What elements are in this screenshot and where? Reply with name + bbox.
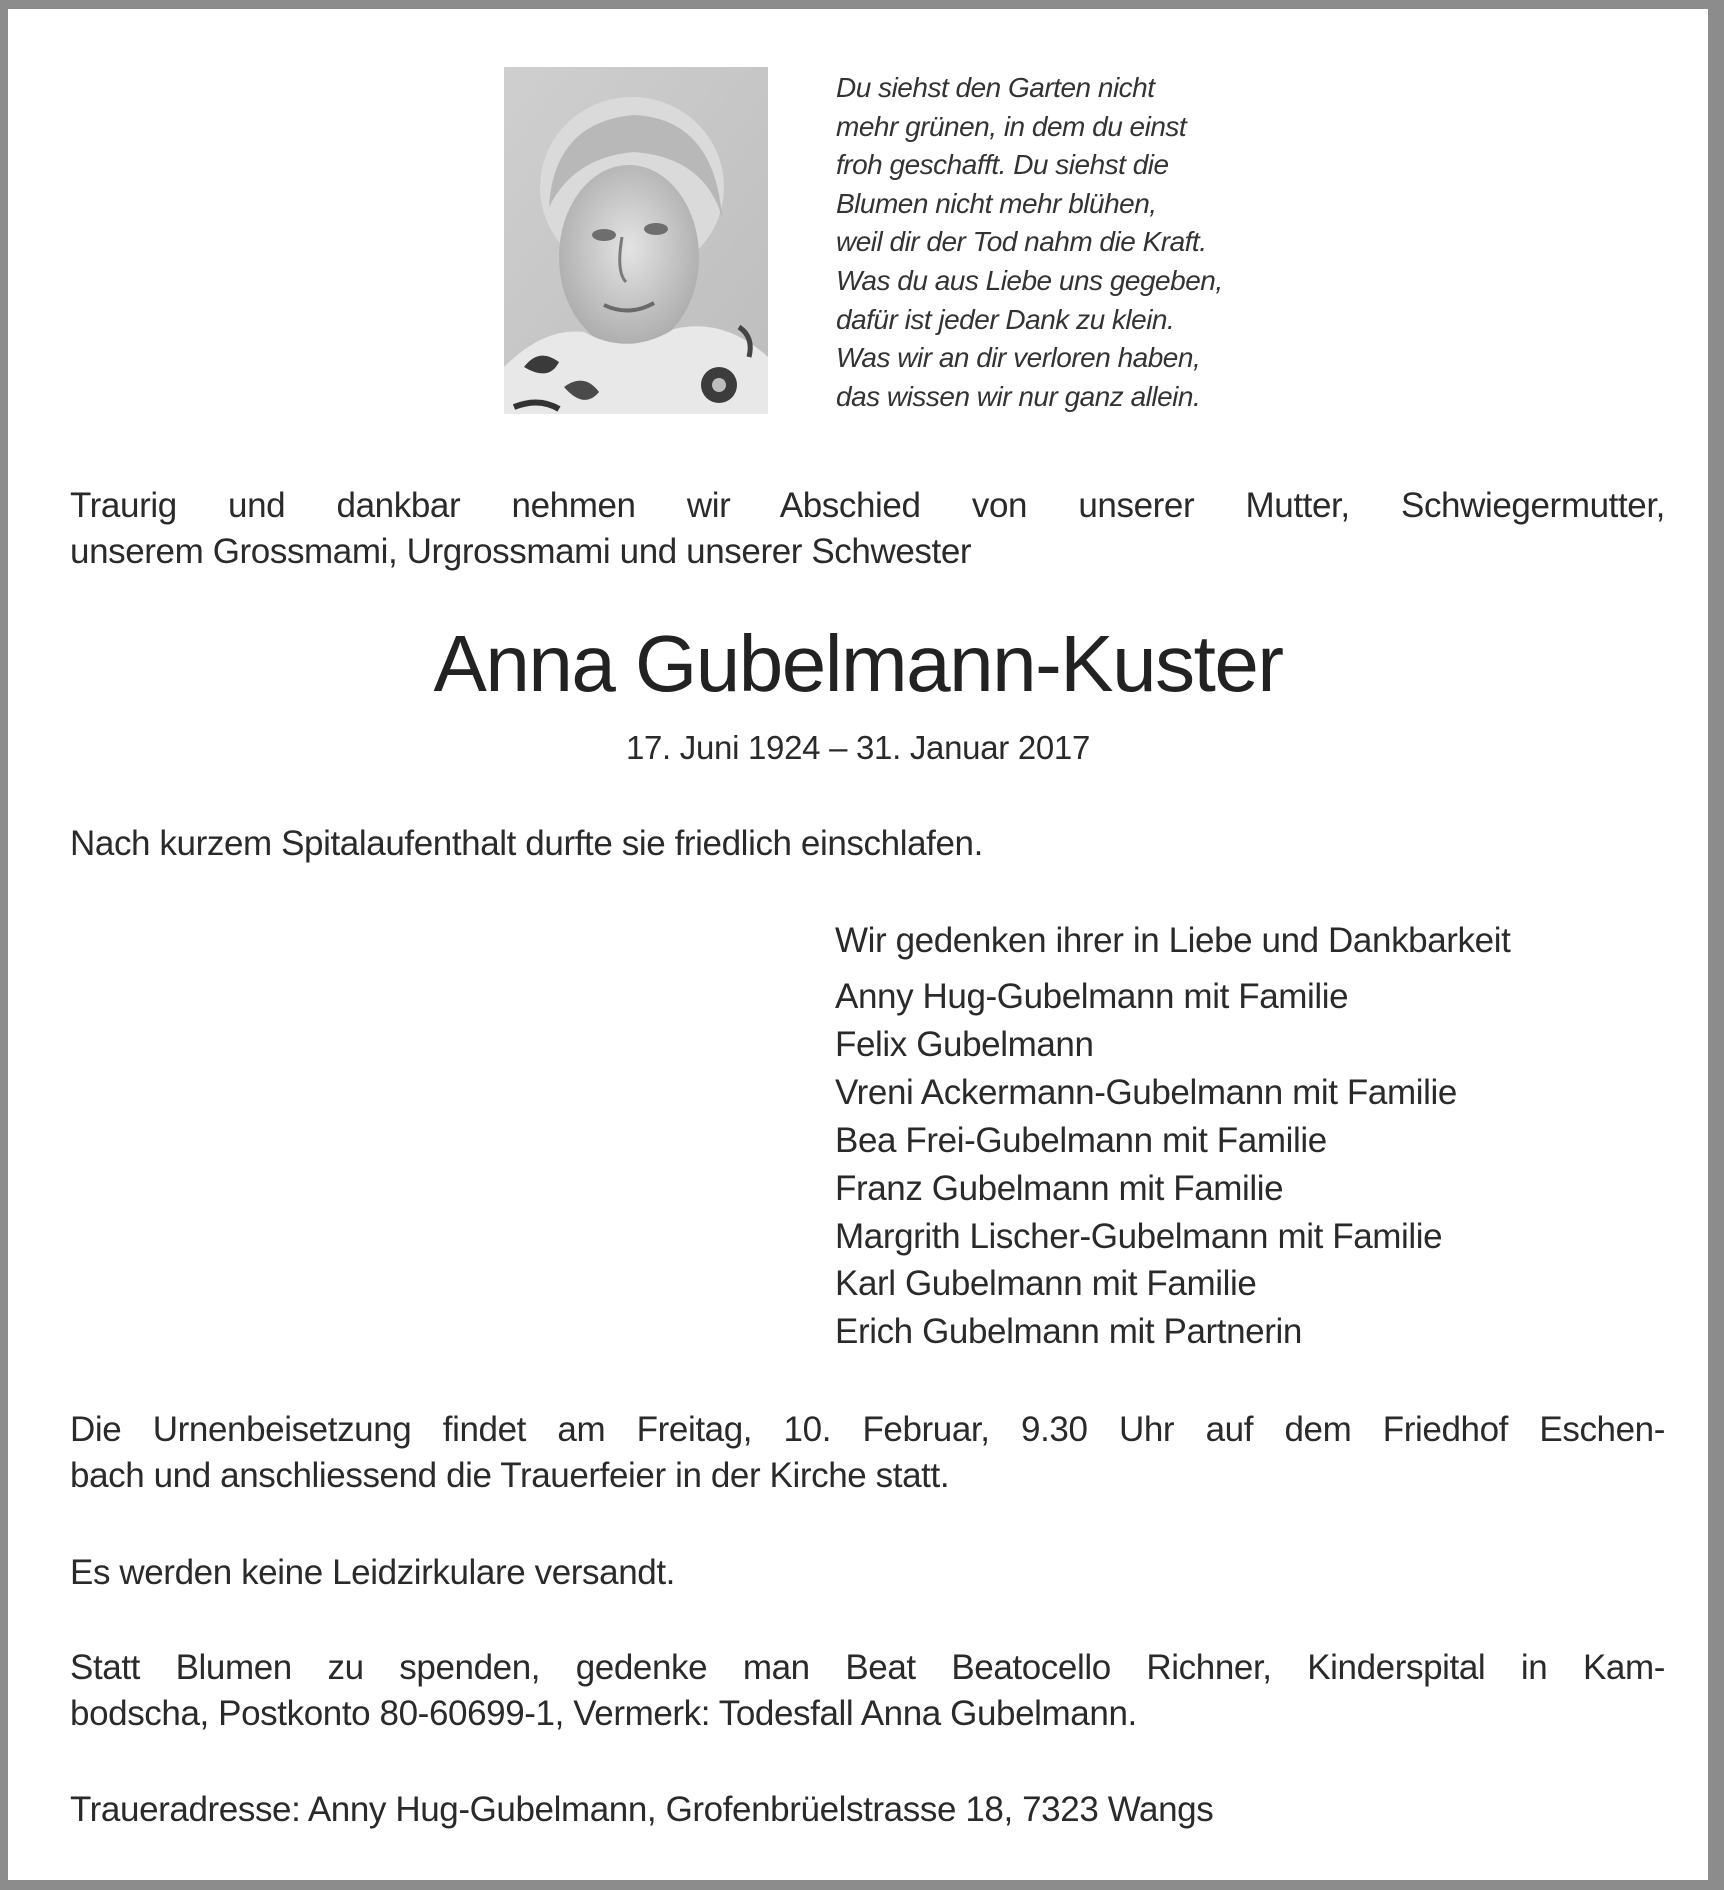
mourner-name: Franz Gubelmann mit Familie (835, 1168, 1284, 1208)
poem-line: dafür ist jeder Dank zu klein. (836, 303, 1175, 335)
intro-line-2: unserem Grossmami, Urgrossmami und unserer Schwester (70, 532, 972, 571)
donation-line-1: Statt Blumen zu spenden, gedenke man Beat Beatocello Richner, Kinderspital in Kam- (70, 1648, 1665, 1687)
mourner-name: Margrith Lischer-Gubelmann mit Familie (835, 1216, 1443, 1256)
mourning-address: Traueradresse: Anny Hug-Gubelmann, Grofenbrüelstrasse 18, 7323 Wangs (70, 1790, 1214, 1829)
mourners-intro: Wir gedenken ihrer in Liebe und Dankbarkeit (835, 921, 1511, 960)
ceremony-line-2: bach und anschliessend die Trauerfeier in der Kirche statt. (70, 1456, 950, 1495)
memorial-poem (836, 69, 1223, 416)
poem-line: Was du aus Liebe uns gegeben, (836, 264, 1223, 296)
portrait-photo (504, 67, 768, 414)
deceased-name: Anna Gubelmann-Kuster (433, 619, 1283, 708)
life-dates: 17. Juni 1924 – 31. Januar 2017 (625, 729, 1091, 766)
donation-paragraph (70, 1645, 1665, 1737)
mourner-name: Felix Gubelmann (835, 1024, 1094, 1064)
donation-line-2: bodscha, Postkonto 80-60699-1, Vermerk: Todesfall Anna Gubelmann. (70, 1694, 1137, 1733)
mourners-block (835, 918, 1510, 1356)
no-circulars-note: Es werden keine Leidzirkulare versandt. (70, 1553, 676, 1592)
mourner-name: Erich Gubelmann mit Partnerin (835, 1312, 1302, 1352)
mourner-name: Bea Frei-Gubelmann mit Familie (835, 1120, 1327, 1160)
ceremony-line-1: Die Urnenbeisetzung findet am Freitag, 10. Februar, 9.30 Uhr auf dem Friedhof Eschen- (70, 1410, 1665, 1449)
poem-line: Was wir an dir verloren haben, (836, 342, 1201, 374)
poem-line: weil dir der Tod nahm die Kraft. (836, 226, 1207, 258)
mourner-name: Karl Gubelmann mit Familie (835, 1264, 1257, 1304)
mourner-name: Anny Hug-Gubelmann mit Familie (835, 977, 1349, 1016)
ceremony-paragraph (70, 1407, 1665, 1499)
portrait-image (504, 67, 768, 414)
poem-line: das wissen wir nur ganz allein. (836, 380, 1201, 412)
poem-line: Du siehst den Garten nicht (836, 72, 1155, 103)
passing-note: Nach kurzem Spitalaufenthalt durfte sie friedlich einschlafen. (70, 824, 983, 863)
poem-line: froh geschafft. Du siehst die (836, 149, 1169, 181)
mourner-name: Vreni Ackermann-Gubelmann mit Familie (835, 1072, 1457, 1112)
obituary-page (8, 9, 1708, 1880)
poem-line: Blumen nicht mehr blühen, (836, 187, 1157, 219)
intro-paragraph (70, 483, 1665, 575)
intro-line-1: Traurig und dankbar nehmen wir Abschied von unserer Mutter, Schwiegermutter, (70, 486, 1665, 525)
poem-line: mehr grünen, in dem du einst (836, 110, 1187, 142)
